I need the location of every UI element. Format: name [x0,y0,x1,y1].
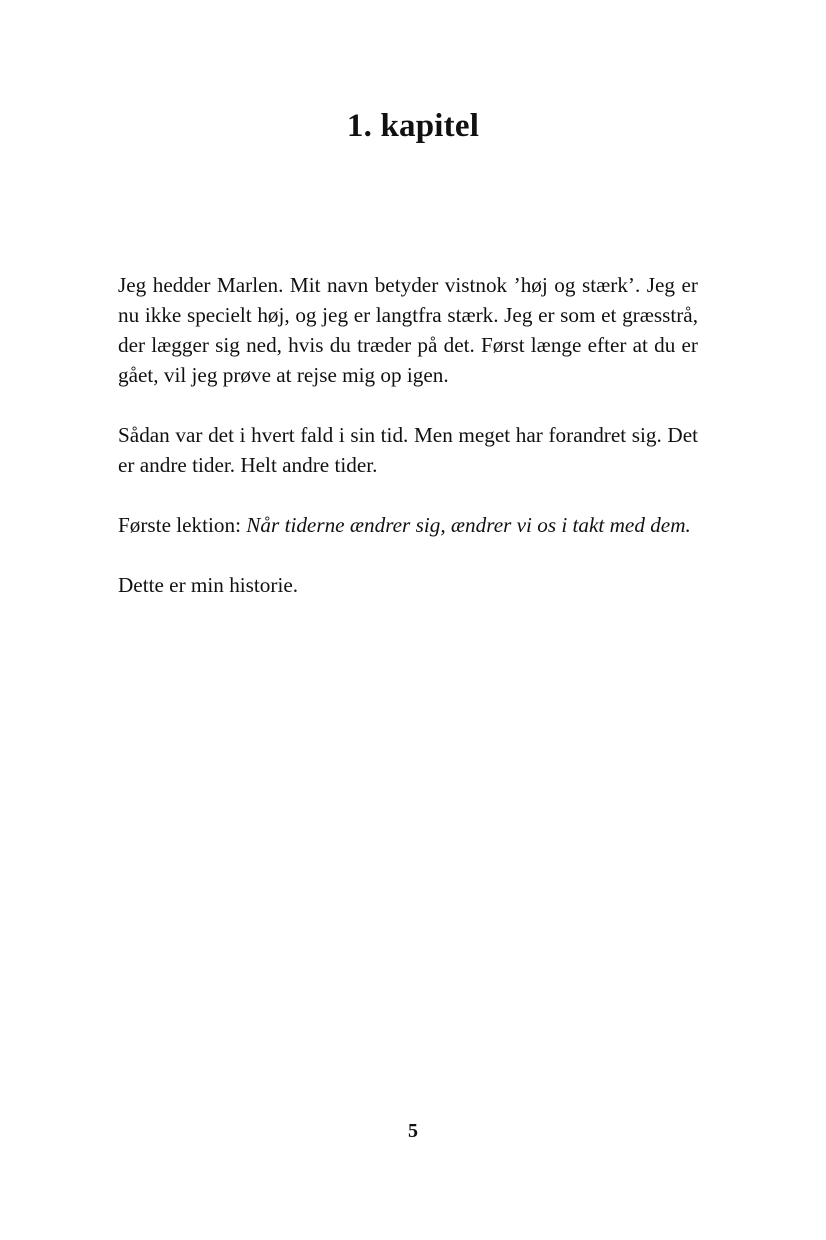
paragraph-2: Sådan var det i hvert fald i sin tid. Men meget har forandret sig. Det er andre tider. Helt andre tider. [118,423,698,477]
paragraph-4: Dette er min historie. [118,573,299,597]
page-number: 5 [408,1120,418,1142]
chapter-title: 1. kapitel [346,108,480,144]
paragraph-3 [118,510,698,540]
lesson-lead: Første lektion: [118,513,247,537]
lesson-text: Når tiderne ændrer sig, ændrer vi os i takt med dem. [246,513,691,537]
chapter-body [118,270,698,630]
paragraph-1: Jeg hedder Marlen. Mit navn betyder vistnok ’høj og stærk’. Jeg er nu ikke specielt høj, og jeg er langtfra stærk. Jeg er som et græsstrå, der lægger sig ned, hvis du træder på det. Først længe efter at du er gået, vil jeg prøve at rejse mig op igen. [118,273,698,387]
